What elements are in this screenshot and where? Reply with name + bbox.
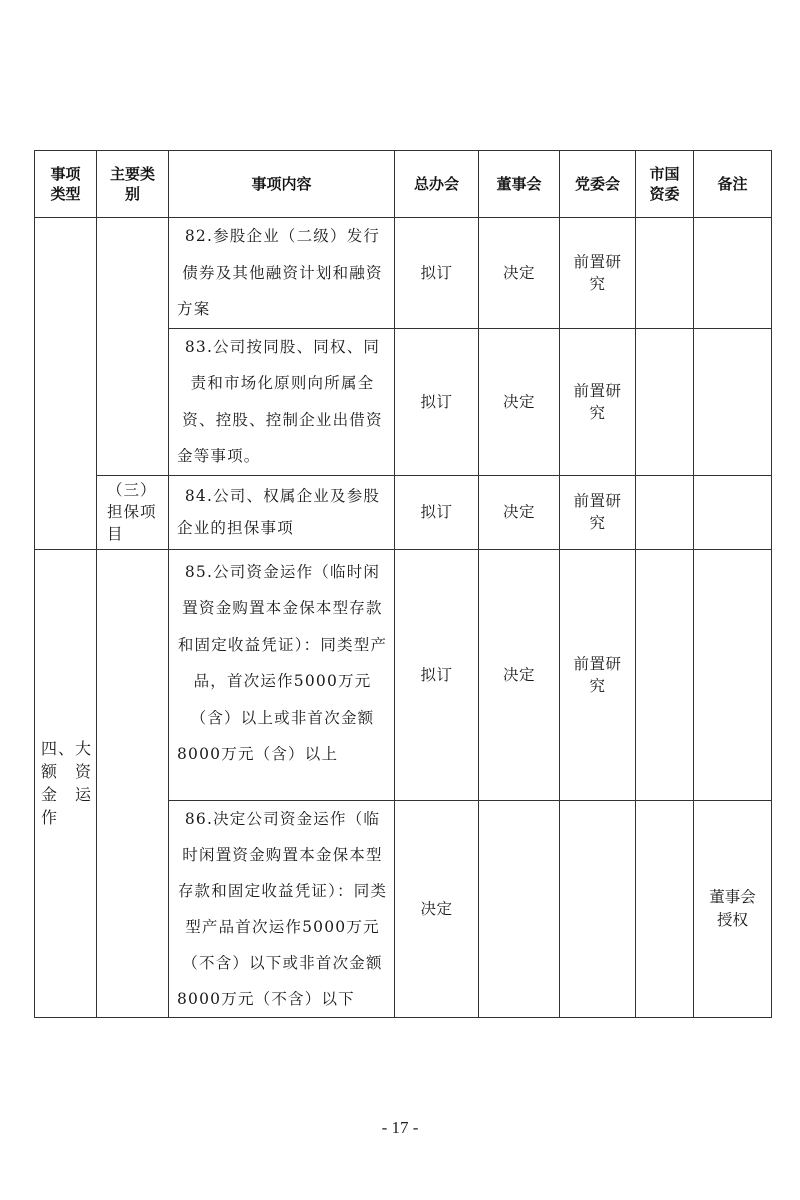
remarks-cell [694,328,772,475]
general-office-cell: 决定 [395,800,479,1017]
category-guarantee: （三）担保项目 [97,475,169,549]
header-type: 事项类型 [35,151,97,218]
remarks-cell [694,475,772,549]
general-office-cell: 拟订 [395,328,479,475]
table-header-row [35,151,772,218]
general-office-cell: 拟订 [395,475,479,549]
sasac-cell [636,549,694,800]
type-cell-empty [35,218,97,550]
type-large-fund-operation: 四、大 额 资 金 运 作 [35,549,97,1017]
page-number: - 17 - [381,1118,419,1137]
matter-content: 82.参股企业（二级）发行债券及其他融资计划和融资方案 [169,218,395,329]
header-remarks: 备注 [694,151,772,218]
board-cell: 决定 [479,218,560,329]
matter-content: 86.决定公司资金运作（临时闲置资金购置本金保本型存款和固定收益凭证）：同类型产品首次运作5000万元（不含）以下或非首次金额8000万元（不含）以下 [169,800,395,1017]
remarks-cell: 董事会授权 [694,800,772,1017]
general-office-cell: 拟订 [395,549,479,800]
remarks-cell [694,218,772,329]
table-row [35,475,772,549]
board-cell: 决定 [479,475,560,549]
header-general-office: 总办会 [395,151,479,218]
party-committee-cell: 前置研究 [560,549,636,800]
header-board: 董事会 [479,151,560,218]
party-committee-cell: 前置研究 [560,475,636,549]
remarks-cell [694,549,772,800]
table-row [35,218,772,329]
header-category: 主要类别 [97,151,169,218]
party-committee-cell: 前置研究 [560,328,636,475]
matter-content: 83.公司按同股、同权、同责和市场化原则向所属全资、控股、控制企业出借资金等事项。 [169,328,395,475]
matter-content: 85.公司资金运作（临时闲置资金购置本金保本型存款和固定收益凭证）：同类型产品，首次运作5000万元（含）以上或非首次金额8000万元（含）以上 [169,549,395,800]
category-cell-empty [97,218,169,476]
header-sasac: 市国资委 [636,151,694,218]
matters-table [34,150,772,1018]
general-office-cell: 拟订 [395,218,479,329]
board-cell: 决定 [479,328,560,475]
party-committee-cell [560,800,636,1017]
matter-content: 84.公司、权属企业及参股企业的担保事项 [169,475,395,549]
board-cell: 决定 [479,549,560,800]
sasac-cell [636,328,694,475]
sasac-cell [636,475,694,549]
header-content: 事项内容 [169,151,395,218]
header-party-committee: 党委会 [560,151,636,218]
category-cell-empty [97,549,169,1017]
party-committee-cell: 前置研究 [560,218,636,329]
sasac-cell [636,218,694,329]
board-cell [479,800,560,1017]
table-row [35,549,772,800]
sasac-cell [636,800,694,1017]
